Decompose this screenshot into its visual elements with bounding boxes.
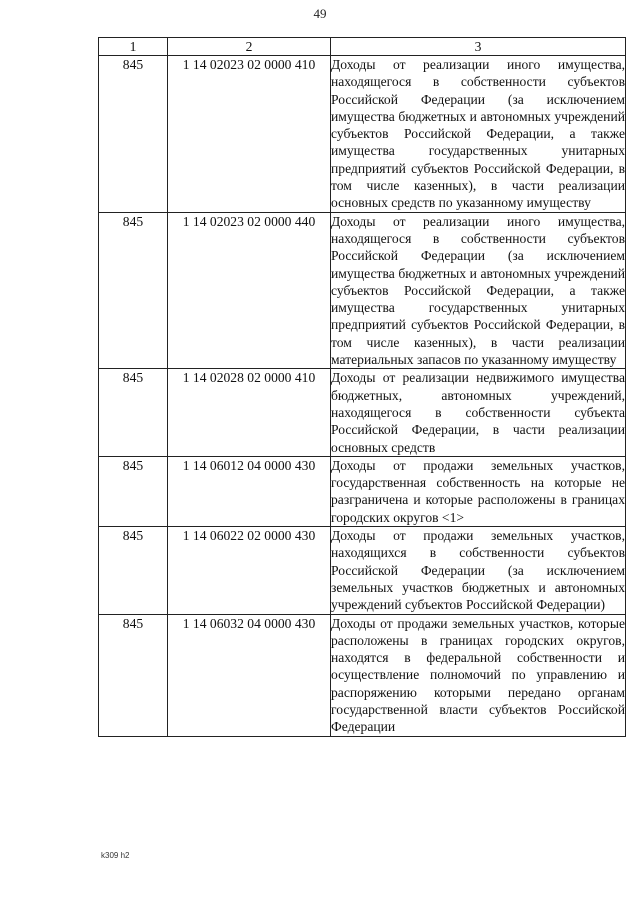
table-row bbox=[99, 56, 626, 213]
admin-code-cell: 845 bbox=[99, 527, 168, 614]
kbk-code-cell: 1 14 02023 02 0000 440 bbox=[168, 212, 331, 369]
column-header-1: 1 bbox=[99, 38, 168, 56]
admin-code-cell: 845 bbox=[99, 369, 168, 456]
description-cell: Доходы от продажи земельных участков, государственная собственность на которые не разграничена и которые расположены в границах городских округов <1> bbox=[331, 457, 625, 525]
kbk-code-cell: 1 14 06032 04 0000 430 bbox=[168, 614, 331, 736]
admin-code-cell: 845 bbox=[99, 212, 168, 369]
admin-code-cell: 845 bbox=[99, 56, 168, 213]
column-header-2: 2 bbox=[168, 38, 331, 56]
kbk-code-cell: 1 14 02023 02 0000 410 bbox=[168, 56, 331, 213]
admin-code-cell: 845 bbox=[99, 456, 168, 526]
table-row bbox=[99, 527, 626, 614]
description-cell: Доходы от реализации иного имущества, находящегося в собственности субъектов Российской Федерации (за исключением имущества бюджетных и автономных учреждений субъектов Российской Федерации, а также имущества государственных унитарных предприятий субъектов Российской Федерации, в том числе казенных), в части реализации основных средств по указанному имуществу bbox=[331, 57, 625, 211]
description-cell: Доходы от продажи земельных участков, которые расположены в границах городских округов, находятся в федеральной собственности и осуществление полномочий по управлению и распоряжению которыми передано органам государственной власти субъектов Российской Федерации bbox=[331, 615, 625, 735]
description-cell: Доходы от реализации недвижимого имущества бюджетных, автономных учреждений, находящегося в собственности субъекта Российской Федерации, в части реализации основных средств bbox=[331, 370, 625, 455]
description-cell: Доходы от продажи земельных участков, находящихся в собственности субъектов Российской Федерации (за исключением земельных участков бюджетных и автономных учреждений субъектов Российской Федерации) bbox=[331, 528, 625, 613]
document-footer-mark: k309 h2 bbox=[101, 851, 130, 860]
description-cell: Доходы от реализации иного имущества, находящегося в собственности субъектов Российской Федерации (за исключением имущества бюджетных и автономных учреждений субъектов Российской Федерации, а также имущества государственных унитарных предприятий субъектов Российской Федерации, в том числе казенных), в части реализации материальных запасов по указанному имуществу bbox=[331, 213, 625, 368]
revenue-codes-table bbox=[98, 37, 626, 737]
table-row bbox=[99, 456, 626, 526]
table-row bbox=[99, 212, 626, 369]
page-number: 49 bbox=[313, 6, 327, 21]
admin-code-cell: 845 bbox=[99, 614, 168, 736]
kbk-code-cell: 1 14 02028 02 0000 410 bbox=[168, 369, 331, 456]
kbk-code-cell: 1 14 06012 04 0000 430 bbox=[168, 456, 331, 526]
table-row bbox=[99, 614, 626, 736]
kbk-code-cell: 1 14 06022 02 0000 430 bbox=[168, 527, 331, 614]
table-header-row bbox=[99, 38, 626, 56]
column-header-3: 3 bbox=[331, 38, 626, 56]
table-row bbox=[99, 369, 626, 456]
